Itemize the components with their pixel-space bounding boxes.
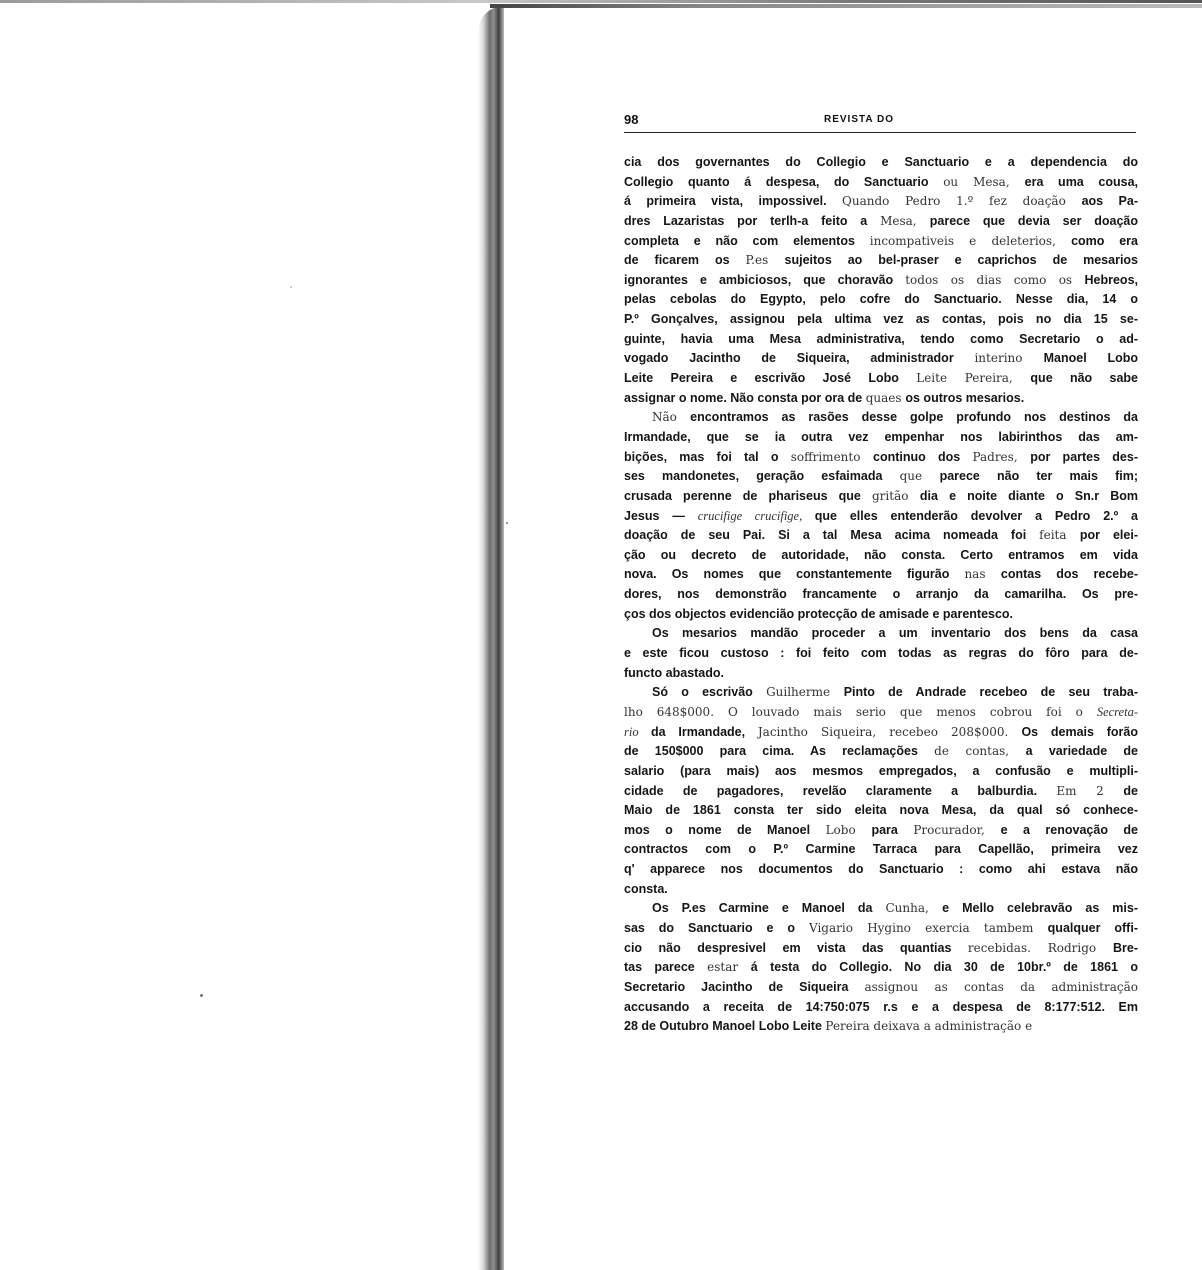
text-run: Pinto de Andrade recebeo de seu traba- (843, 685, 1138, 700)
text-run: Cunha, (885, 901, 943, 916)
text-run: Padres, (972, 449, 1031, 464)
text-line (624, 270, 1138, 290)
text-line (624, 486, 1138, 506)
text-line (624, 977, 1138, 997)
text-line (624, 879, 1138, 899)
text-run: cidade de pagadores, revelão claramente a balburdia. (624, 783, 1057, 798)
text-run: q' apparece nos documentos do Sanctuario : como ahi estava não (624, 862, 1138, 877)
text-run: e este ficou custoso : foi feito com todas as regras do fôro para de- (624, 646, 1138, 661)
text-run: tas parece (624, 960, 708, 975)
text-run: Collegio quanto á despesa, do Sanctuario (624, 174, 944, 189)
text-run: e Mello celebravão as mis- (942, 901, 1138, 916)
text-run: todos os dias como os (905, 272, 1085, 287)
text-run: Vigario Hygino exercia tambem (808, 920, 1048, 935)
text-run: Procurador, (913, 822, 1001, 837)
text-run: pelas cebolas do Egypto, pelo cofre do Sanctuario. Nesse dia, 14 o (624, 292, 1138, 307)
text-line (624, 957, 1138, 977)
text-line (624, 997, 1138, 1017)
text-line (624, 191, 1138, 211)
body-text (624, 152, 1138, 1036)
text-run: Leite Pereira, (916, 371, 1031, 386)
text-run: Os mesarios mandão proceder a um inventario dos bens da casa (652, 626, 1138, 641)
text-line (624, 604, 1138, 624)
text-run: por elei- (1079, 528, 1138, 543)
text-run: da Irmandade, (651, 724, 758, 739)
text-line (624, 564, 1138, 584)
text-run: contractos com o P.º Carmine Tarraca para Capellão, primeira vez (624, 842, 1138, 857)
text-run: continuo dos (873, 449, 973, 464)
text-run: os outros mesarios. (905, 390, 1025, 405)
scan-top-edge (0, 0, 1202, 3)
text-run: parece que devia ser doação (929, 213, 1138, 228)
text-line (624, 152, 1138, 172)
text-line (624, 250, 1138, 270)
text-line (624, 682, 1138, 702)
text-run: nas (964, 567, 1001, 582)
text-run: que não sabe (1030, 371, 1138, 386)
text-run: Secreta- (1096, 704, 1138, 719)
text-run: P.º Gonçalves, assignou pela ultima vez as contas, pois no dia 15 se- (624, 312, 1138, 327)
text-line (624, 938, 1138, 958)
text-run: nova. Os nomes que constantemente figurão (624, 567, 965, 582)
text-run: de ficarem os (624, 253, 746, 268)
text-run: aos Pa- (1081, 194, 1138, 209)
text-line (624, 722, 1138, 742)
text-line (624, 368, 1138, 388)
text-run: como era (1071, 233, 1138, 248)
text-run: de contas, (934, 744, 1026, 759)
text-run: Irmandade, que se ia outra vez empenhar nos labirinthos das am- (624, 429, 1138, 444)
text-run: Pereira deixava a administração e (825, 1019, 1033, 1034)
text-line (624, 643, 1138, 663)
text-run: Bre- (1112, 940, 1138, 955)
text-line (624, 231, 1138, 251)
text-run: salario (para mais) aos mesmos empregados, a confusão e multipli- (624, 763, 1138, 778)
text-line (624, 525, 1138, 545)
page-number: 98 (624, 112, 639, 127)
text-run: Em 2 (1056, 783, 1124, 798)
text-line (624, 211, 1138, 231)
text-run: accusando a receita de 14:750:075 r.s e a despesa de 8:177:512. Em (624, 999, 1138, 1014)
text-run: parece não ter mais fim; (939, 469, 1138, 484)
page-top-edge (490, 4, 1202, 8)
text-line (624, 584, 1138, 604)
text-run: á testa do Collegio. No dia 30 de 10br.º de 1861 o (750, 960, 1138, 975)
text-run: Quando Pedro 1.º fez doação (842, 194, 1082, 209)
text-run: e a renovação de (1000, 822, 1138, 837)
text-run: Collegio e Sanctuario e a dependencia do (816, 155, 1138, 169)
text-run: qualquer offi- (1047, 920, 1138, 935)
scan-speck (200, 994, 203, 997)
text-line (624, 545, 1138, 565)
text-run: Os demais forão (1021, 724, 1138, 739)
text-run: cia dos governantes do (624, 155, 817, 169)
text-run: estar (707, 960, 751, 975)
text-run: crusada perenne de phariseus que (624, 488, 872, 503)
text-line (624, 663, 1138, 683)
text-run: Maio de 1861 consta ter sido eleita nova Mesa, da qual só conhece- (624, 803, 1138, 818)
text-run: Só o escrivão (652, 685, 767, 700)
text-run: ção ou decreto de autoridade, não consta. Certo entramos em vida (624, 547, 1138, 562)
text-line (624, 466, 1138, 486)
text-line (624, 427, 1138, 447)
text-line (624, 388, 1138, 408)
text-run: Não (652, 410, 691, 425)
text-line (624, 820, 1138, 840)
text-run: Secretario Jacintho de Siqueira (624, 979, 865, 994)
text-run: Leite Pereira e escrivão José Lobo (624, 371, 917, 386)
running-title: REVISTA DO (824, 114, 895, 125)
text-line (624, 859, 1138, 879)
text-line (624, 702, 1138, 722)
text-run: assignou as contas da administração (864, 979, 1138, 994)
text-run: Guilherme (766, 685, 844, 700)
text-run: doação de seu Pai. Si a tal Mesa acima nomeada foi (624, 528, 1040, 543)
text-line (624, 309, 1138, 329)
text-run: Lobo (825, 822, 872, 837)
book-page-edge (478, 6, 504, 1270)
text-run: Hebreos, (1084, 272, 1138, 287)
text-line (624, 506, 1138, 526)
text-line (624, 781, 1138, 801)
text-line (624, 407, 1138, 427)
text-run: Os P.es Carmine e Manoel da (652, 901, 886, 916)
text-run: ços dos objectos evidencião protecção de amisade e parentesco. (624, 606, 1014, 621)
text-run: incompativeis e deleterios, (869, 233, 1072, 248)
text-run: mos o nome de Manoel (624, 822, 826, 837)
text-line (624, 1016, 1138, 1036)
text-line (624, 172, 1138, 192)
text-line (624, 800, 1138, 820)
text-run: Mesa, (880, 213, 930, 228)
text-run: interino (974, 351, 1044, 366)
text-run: ignorantes e ambiciosos, que choravão (624, 272, 906, 287)
text-run: á primeira vista, impossivel. (624, 194, 843, 209)
text-run: contas dos recebe- (1000, 567, 1138, 582)
text-run: rio (624, 724, 652, 739)
text-run: completa e não com elementos (624, 233, 870, 248)
text-run: cio não despresivel em vista das quantias (624, 940, 968, 955)
text-line (624, 839, 1138, 859)
text-line (624, 898, 1138, 918)
text-run: de (1123, 783, 1138, 798)
text-line (624, 623, 1138, 643)
text-run: dres Lazaristas por terlh-a feito a (624, 213, 881, 228)
text-line (624, 918, 1138, 938)
text-run: crucifige crucifige, (697, 508, 815, 523)
text-run: soffrimento (790, 449, 874, 464)
text-run: para (871, 822, 914, 837)
text-line (624, 741, 1138, 761)
text-line (624, 329, 1138, 349)
text-run: Jacintho Siqueira, recebeo 208$000. (757, 724, 1022, 739)
text-run: sas do Sanctuario e o (624, 920, 809, 935)
text-run: Jesus — (624, 508, 698, 523)
text-run: guinte, havia uma Mesa administrativa, tendo como Secretario o ad- (624, 331, 1138, 346)
text-run: bições, mas foi tal o (624, 449, 791, 464)
scan-speck (506, 522, 508, 524)
text-run: gritão (872, 488, 920, 503)
text-run: dia e noite diante o Sn.r Bom (919, 488, 1138, 503)
text-run: de 150$000 para cima. As reclamações (624, 744, 935, 759)
text-run: P.es (745, 253, 785, 268)
text-run: a variedade de (1025, 744, 1138, 759)
text-run: quaes (865, 390, 906, 405)
text-run: ou Mesa, (943, 174, 1025, 189)
text-run: encontramos as rasões desse golpe profundo nos destinos da (690, 410, 1138, 425)
text-line (624, 761, 1138, 781)
text-run: Manoel Lobo (1043, 351, 1138, 366)
text-run: que (899, 469, 940, 484)
text-run: dores, nos demonstrão francamente o arranjo da camarilha. Os pre- (624, 587, 1138, 602)
text-run: feita (1039, 528, 1080, 543)
text-line (624, 289, 1138, 309)
text-line (624, 348, 1138, 368)
text-run: que elles entenderão devolver a Pedro 2.º a (814, 508, 1138, 523)
text-run: assignar o nome. Não consta por ora de (624, 390, 866, 405)
page-header (624, 110, 1136, 133)
text-run: consta. (624, 881, 668, 896)
text-run: era uma cousa, (1024, 174, 1138, 189)
text-run: lho 648$000. O louvado mais serio que menos cobrou foi o (624, 704, 1097, 719)
text-run: por partes des- (1030, 449, 1138, 464)
text-run: functo abastado. (624, 665, 725, 680)
text-run: 28 de Outubro Manoel Lobo Leite (624, 1019, 826, 1034)
text-run: ses mandonetes, geração esfaimada (624, 469, 900, 484)
text-run: vogado Jacintho de Siqueira, administrador (624, 351, 975, 366)
scan-speck (290, 286, 292, 288)
text-run: sujeitos ao bel-praser e caprichos de mesarios (784, 253, 1138, 268)
text-run: recebidas. Rodrigo (967, 940, 1113, 955)
text-line (624, 447, 1138, 467)
